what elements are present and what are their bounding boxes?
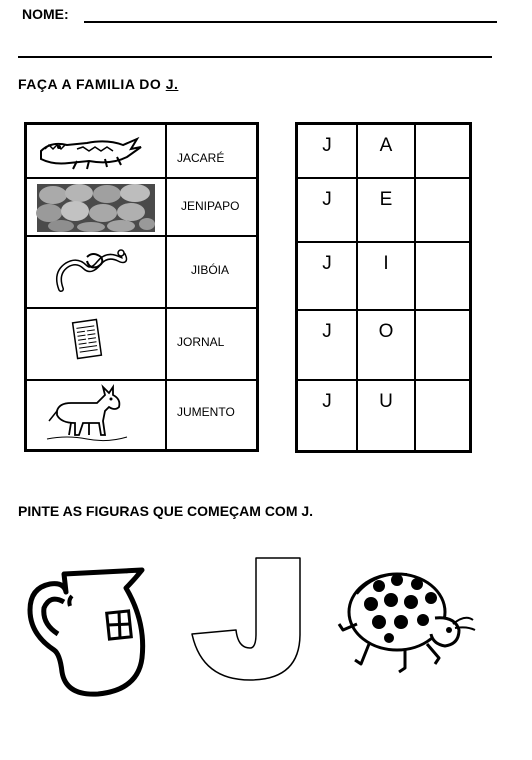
syllable-cell: J <box>298 381 358 450</box>
table-row <box>298 179 469 243</box>
syllable-cell: A <box>358 125 416 177</box>
table-row <box>27 125 256 179</box>
syllable-cell: J <box>298 125 358 177</box>
picture-word-table <box>24 122 259 452</box>
boa-snake-icon <box>27 237 165 307</box>
newspaper-icon <box>27 309 165 379</box>
word-label: JUMENTO <box>177 405 235 419</box>
word-label: JORNAL <box>177 335 225 349</box>
ladybug-icon[interactable] <box>335 564 480 684</box>
picture-cell <box>27 125 167 177</box>
genipap-fruit-photo <box>27 179 165 235</box>
instruction-family <box>18 76 178 92</box>
instruction-family-letter: J. <box>165 76 179 92</box>
table-row <box>27 381 256 449</box>
alligator-icon <box>27 125 165 175</box>
table-row <box>298 381 469 450</box>
answer-cell[interactable] <box>416 311 472 379</box>
syllable-cell: I <box>358 243 416 309</box>
word-label: JACARÉ <box>177 151 225 165</box>
instruction-family-text: FAÇA A FAMILIA DO <box>18 76 166 92</box>
answer-cell[interactable] <box>416 125 472 177</box>
instruction-paint: PINTE AS FIGURAS QUE COMEÇAM COM J. <box>18 503 314 519</box>
picture-cell <box>27 381 167 449</box>
syllable-cell: O <box>358 311 416 379</box>
word-label: JIBÓIA <box>191 263 230 277</box>
letter-j-outline[interactable] <box>188 556 306 684</box>
syllable-cell: J <box>298 243 358 309</box>
syllable-cell: J <box>298 179 358 241</box>
syllable-cell: E <box>358 179 416 241</box>
word-label: JENIPAPO <box>181 199 240 213</box>
picture-cell <box>27 237 167 307</box>
table-row <box>27 237 256 309</box>
name-label: NOME: <box>22 6 69 22</box>
answer-cell[interactable] <box>416 179 472 241</box>
name-line-2[interactable] <box>18 56 492 58</box>
answer-cell[interactable] <box>416 381 472 450</box>
table-row <box>298 125 469 179</box>
table-row <box>298 243 469 311</box>
answer-cell[interactable] <box>416 243 472 309</box>
syllable-cell: J <box>298 311 358 379</box>
table-row <box>27 179 256 237</box>
table-row <box>27 309 256 381</box>
donkey-icon <box>27 381 165 447</box>
table-row <box>298 311 469 381</box>
picture-cell <box>27 309 167 379</box>
jug-icon[interactable] <box>24 562 154 702</box>
name-line[interactable] <box>84 21 497 23</box>
syllable-table <box>295 122 472 453</box>
picture-cell <box>27 179 167 235</box>
syllable-cell: U <box>358 381 416 450</box>
